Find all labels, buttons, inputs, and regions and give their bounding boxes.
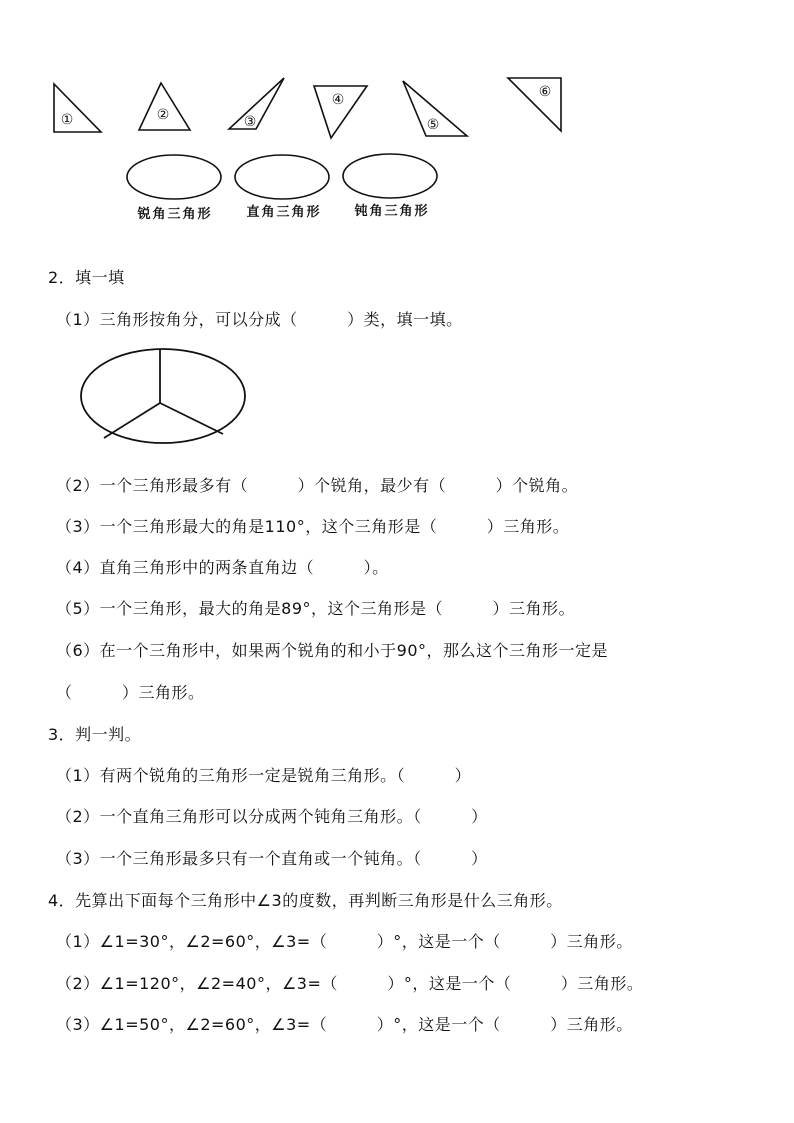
q2-item-2: （2）一个三角形最多有（ ）个锐角，最少有（ ）个锐角。: [56, 476, 579, 495]
oval-right: [235, 155, 329, 199]
q2-item-6-continued: （ ）三角形。: [56, 683, 205, 702]
oval-obtuse: [343, 154, 437, 198]
triangle-label-2: ②: [156, 107, 170, 123]
section-4-title: 4．先算出下面每个三角形中∠3的度数，再判断三角形是什么三角形。: [48, 891, 563, 910]
q2-item-4: （4）直角三角形中的两条直角边（ ）。: [56, 558, 389, 577]
triangle-label-3: ③: [243, 114, 257, 130]
triangle-label-4: ④: [331, 92, 345, 108]
section-2-title: 2．填一填: [48, 268, 125, 287]
q2-item-1: （1）三角形按角分，可以分成（ ）类，填一填。: [56, 310, 463, 329]
oval-label-right: 直角三角形: [246, 205, 322, 220]
q4-item-1: （1）∠1=30°，∠2=60°，∠3=（ ）°，这是一个（ ）三角形。: [56, 932, 633, 951]
q3-item-2: （2）一个直角三角形可以分成两个钝角三角形。（ ）: [56, 807, 488, 826]
triangle-3: [229, 78, 284, 129]
q2-item-5: （5）一个三角形，最大的角是89°，这个三角形是（ ）三角形。: [56, 599, 576, 618]
oval-acute: [127, 155, 221, 199]
triangle-label-1: ①: [60, 112, 74, 128]
section-3-title: 3．判一判。: [48, 725, 142, 744]
q3-item-3: （3）一个三角形最多只有一个直角或一个钝角。（ ）: [56, 849, 488, 868]
triangle-label-5: ⑤: [426, 117, 440, 133]
q4-item-3: （3）∠1=50°，∠2=60°，∠3=（ ）°，这是一个（ ）三角形。: [56, 1015, 633, 1034]
figures-area: [0, 0, 794, 460]
q2-item-3: （3）一个三角形最大的角是110°，这个三角形是（ ）三角形。: [56, 517, 570, 536]
oval-label-obtuse: 钝角三角形: [354, 204, 430, 219]
triangle-6: [508, 78, 561, 131]
q3-item-1: （1）有两个锐角的三角形一定是锐角三角形。（ ）: [56, 766, 472, 785]
q2-item-6: （6）在一个三角形中，如果两个锐角的和小于90°，那么这个三角形一定是: [56, 641, 609, 660]
oval-label-acute: 锐角三角形: [137, 207, 213, 222]
classification-oval: [81, 349, 245, 443]
triangle-label-6: ⑥: [538, 84, 552, 100]
q4-item-2: （2）∠1=120°，∠2=40°，∠3=（ ）°，这是一个（ ）三角形。: [56, 974, 644, 993]
